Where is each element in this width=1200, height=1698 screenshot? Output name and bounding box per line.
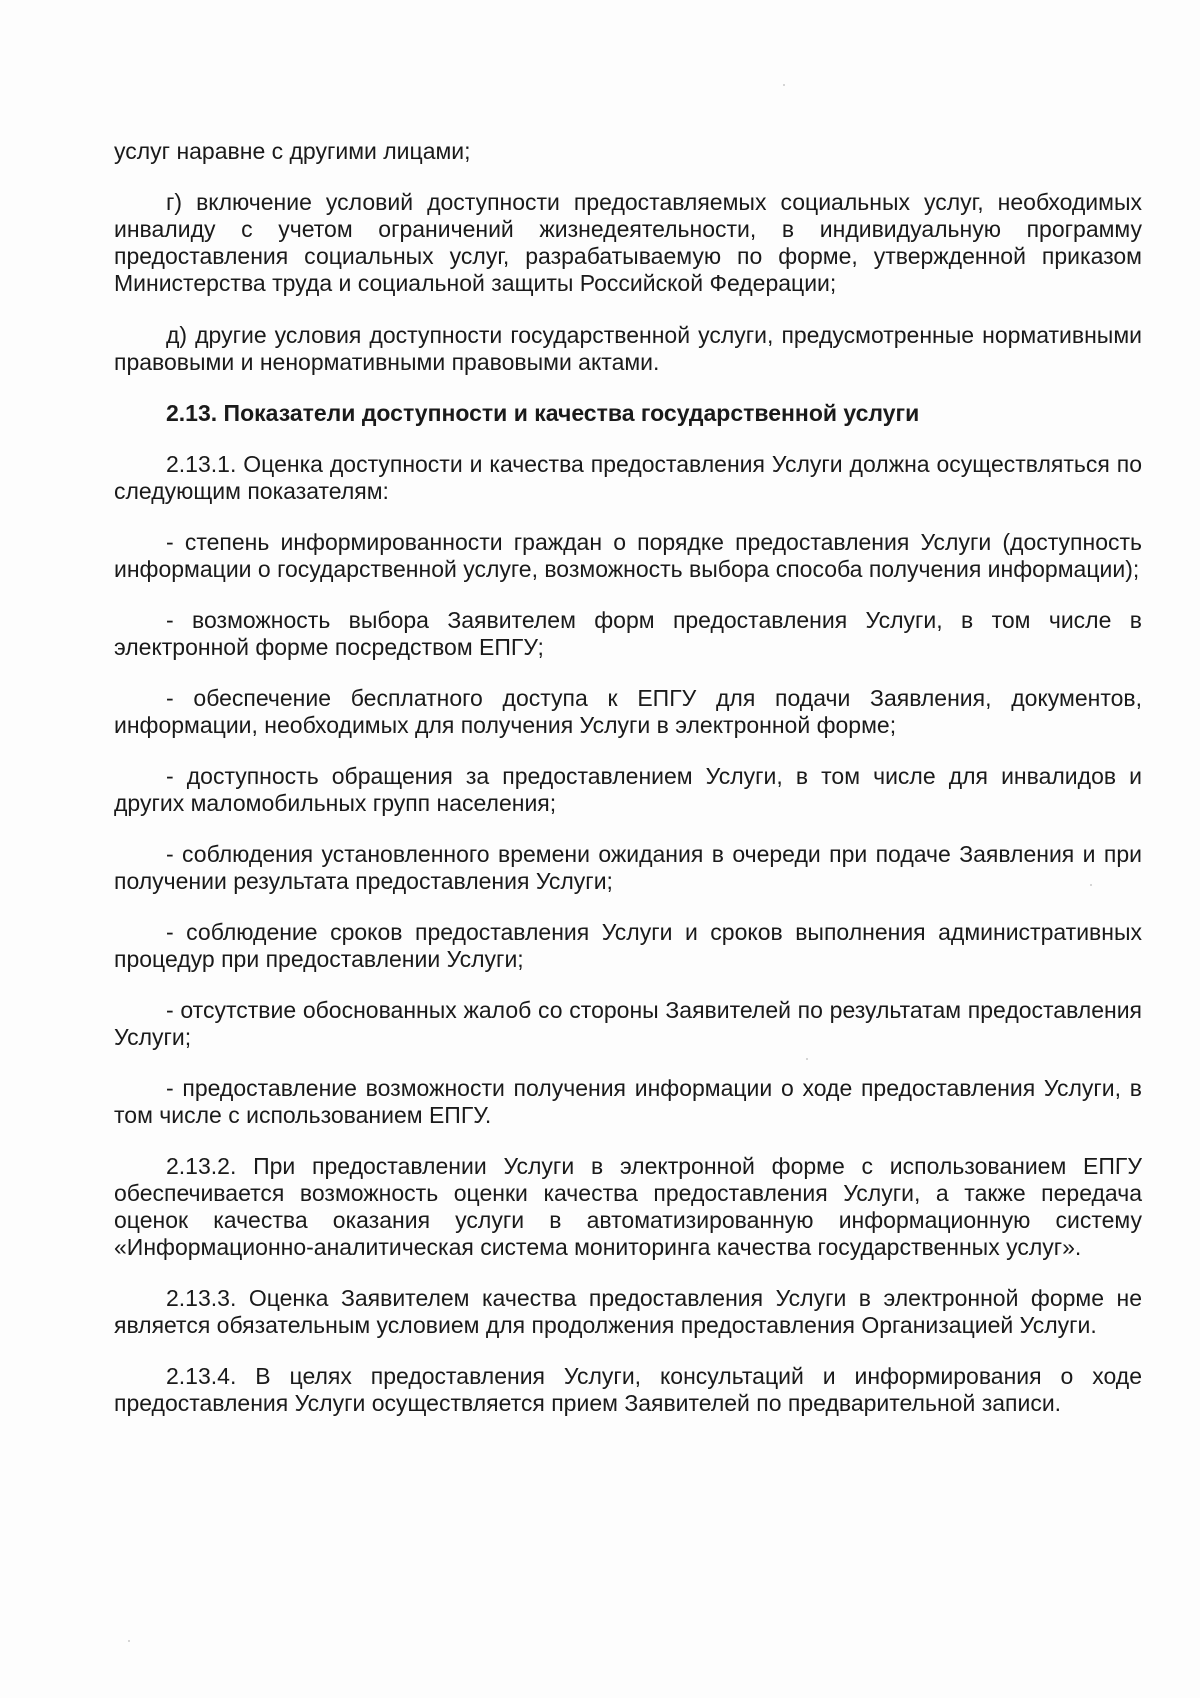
paragraph-indicator: - соблюдение сроков предоставления Услуги и сроков выполнения административных процедур при предоставлении Услуги; xyxy=(114,919,1142,972)
paragraph-indicator: - предоставление возможности получения информации о ходе предоставления Услуги, в том числе с использованием ЕПГУ. xyxy=(114,1075,1142,1128)
paragraph-indicator: - доступность обращения за предоставлением Услуги, в том числе для инвалидов и других маломобильных групп населения; xyxy=(114,763,1142,816)
paragraph-2-13-4: 2.13.4. В целях предоставления Услуги, консультаций и информирования о ходе предоставления Услуги осуществляется прием Заявителей по предварительной записи. xyxy=(114,1363,1142,1416)
paragraph-2-13-1: 2.13.1. Оценка доступности и качества предоставления Услуги должна осуществляться по следующим показателям: xyxy=(114,451,1142,504)
paragraph-continuation: услуг наравне с другими лицами; xyxy=(114,138,471,164)
paragraph-2-13-2: 2.13.2. При предоставлении Услуги в электронной форме с использованием ЕПГУ обеспечивается возможность оценки качества предоставления Услуги, а также передача оценок качества оказания услуги в автоматизированную информационную систему «Информационно-аналитическая система мониторинга качества государственных услуг». xyxy=(114,1153,1142,1260)
section-heading: 2.13. Показатели доступности и качества государственной услуги xyxy=(166,400,920,426)
paragraph-2-13-3: 2.13.3. Оценка Заявителем качества предоставления Услуги в электронной форме не является обязательным условием для продолжения предоставления Организацией Услуги. xyxy=(114,1285,1142,1338)
paragraph-indicator: - отсутствие обоснованных жалоб со стороны Заявителей по результатам предоставления Услуги; xyxy=(114,997,1142,1050)
paragraph-indicator: - возможность выбора Заявителем форм предоставления Услуги, в том числе в электронной форме посредством ЕПГУ; xyxy=(114,607,1142,660)
paragraph-indicator: - соблюдения установленного времени ожидания в очереди при подаче Заявления и при получении результата предоставления Услуги; xyxy=(114,841,1142,894)
paragraph-item-g: г) включение условий доступности предоставляемых социальных услуг, необходимых инвалиду с учетом ограничений жизнедеятельности, в индивидуальную программу предоставления социальных услуг, разрабатываемую по форме, утвержденной приказом Министерства труда и социальной защиты Российской Федерации; xyxy=(114,189,1142,296)
scan-speck xyxy=(128,1640,130,1642)
paragraph-indicator: - степень информированности граждан о порядке предоставления Услуги (доступность информации о государственной услуге, возможность выбора способа получения информации); xyxy=(114,529,1142,582)
paragraph-item-d: д) другие условия доступности государственной услуги, предусмотренные нормативными правовыми и ненормативными правовыми актами. xyxy=(114,322,1142,375)
paragraph-indicator: - обеспечение бесплатного доступа к ЕПГУ для подачи Заявления, документов, информации, необходимых для получения Услуги в электронной форме; xyxy=(114,685,1142,738)
document-body xyxy=(114,138,1142,1441)
scan-speck xyxy=(783,84,785,86)
